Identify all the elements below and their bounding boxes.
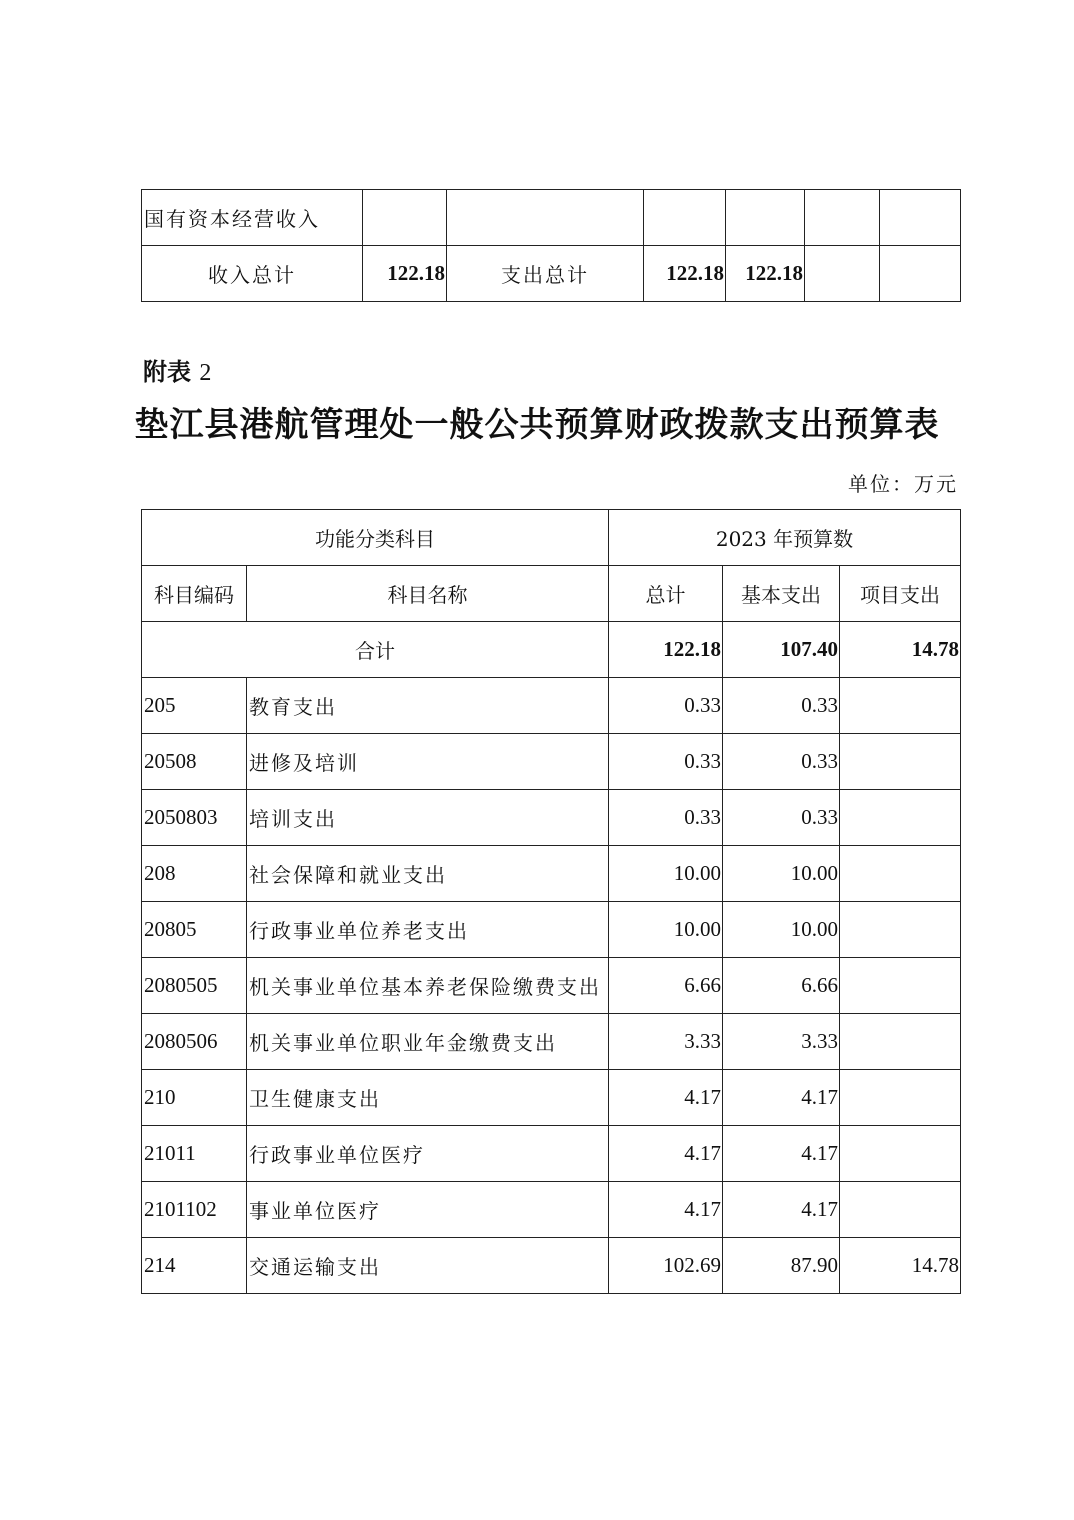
total-cell: 0.33	[609, 734, 723, 790]
total-cell: 10.00	[609, 902, 723, 958]
basic-cell: 10.00	[723, 902, 840, 958]
table-row	[142, 1182, 961, 1238]
table-row	[142, 958, 961, 1014]
subject-name-cell: 行政事业单位养老支出	[247, 902, 609, 958]
total-cell: 6.66	[609, 958, 723, 1014]
table-row	[142, 1014, 961, 1070]
sum-project: 14.78	[840, 622, 961, 678]
subject-name-cell: 社会保障和就业支出	[247, 846, 609, 902]
project-cell	[840, 958, 961, 1014]
subject-code-cell: 20508	[142, 734, 247, 790]
table-row	[142, 1070, 961, 1126]
total-header: 总计	[609, 566, 723, 622]
project-cell	[840, 1182, 961, 1238]
basic-cell: 87.90	[723, 1238, 840, 1294]
code-header: 科目编码	[142, 566, 247, 622]
basic-cell: 0.33	[723, 734, 840, 790]
attachment-number: 2	[199, 360, 212, 386]
table-row	[142, 246, 961, 302]
subject-name-cell: 卫生健康支出	[247, 1070, 609, 1126]
table-row	[142, 846, 961, 902]
project-cell	[840, 790, 961, 846]
basic-cell: 4.17	[723, 1182, 840, 1238]
total-value	[644, 190, 726, 246]
category-header: 功能分类科目	[142, 510, 609, 566]
income-value	[363, 190, 447, 246]
empty-cell	[880, 190, 961, 246]
subject-name-cell: 事业单位医疗	[247, 1182, 609, 1238]
subject-code-cell: 205	[142, 678, 247, 734]
project-cell	[840, 902, 961, 958]
subject-code-cell: 2080506	[142, 1014, 247, 1070]
subject-code-cell: 2101102	[142, 1182, 247, 1238]
basic-cell: 0.33	[723, 678, 840, 734]
name-header: 科目名称	[247, 566, 609, 622]
subject-name-cell: 进修及培训	[247, 734, 609, 790]
basic-header: 基本支出	[723, 566, 840, 622]
empty-cell	[880, 246, 961, 302]
table-body	[142, 678, 961, 1294]
total-cell: 0.33	[609, 678, 723, 734]
unit-label: 单位：万元	[848, 472, 958, 496]
project-cell	[840, 678, 961, 734]
total-cell: 4.17	[609, 1126, 723, 1182]
basic-cell: 4.17	[723, 1126, 840, 1182]
expense-label	[447, 190, 644, 246]
header-row	[142, 510, 961, 566]
total-cell: 3.33	[609, 1014, 723, 1070]
project-cell	[840, 1070, 961, 1126]
basic-value	[726, 190, 805, 246]
project-cell	[840, 734, 961, 790]
subject-name-cell: 机关事业单位职业年金缴费支出	[247, 1014, 609, 1070]
basic-cell: 3.33	[723, 1014, 840, 1070]
table-row	[142, 1126, 961, 1182]
table-row	[142, 678, 961, 734]
basic-cell: 6.66	[723, 958, 840, 1014]
table-row	[142, 902, 961, 958]
table-row	[142, 790, 961, 846]
table-row	[142, 734, 961, 790]
attachment-label	[143, 352, 211, 387]
project-cell	[840, 846, 961, 902]
subject-name-cell: 教育支出	[247, 678, 609, 734]
subject-code-cell: 210	[142, 1070, 247, 1126]
total-cell: 0.33	[609, 790, 723, 846]
basic-cell: 10.00	[723, 846, 840, 902]
subject-code-cell: 2080505	[142, 958, 247, 1014]
income-expense-summary-table	[141, 189, 961, 302]
sum-basic: 107.40	[723, 622, 840, 678]
total-cell: 102.69	[609, 1238, 723, 1294]
empty-cell	[805, 190, 880, 246]
basic-cell: 4.17	[723, 1070, 840, 1126]
page-title: 垫江县港航管理处一般公共预算财政拨款支出预算表	[134, 405, 940, 445]
subject-code-cell: 20805	[142, 902, 247, 958]
subject-name-cell: 机关事业单位基本养老保险缴费支出	[247, 958, 609, 1014]
expense-total-value: 122.18	[644, 246, 726, 302]
project-header: 项目支出	[840, 566, 961, 622]
row-label: 国有资本经营收入	[142, 190, 363, 246]
subject-code-cell: 214	[142, 1238, 247, 1294]
total-cell: 4.17	[609, 1182, 723, 1238]
project-cell: 14.78	[840, 1238, 961, 1294]
sum-label: 合计	[142, 622, 609, 678]
income-total-value: 122.18	[363, 246, 447, 302]
budget-year-header: 2023 年预算数	[609, 510, 961, 566]
sum-total: 122.18	[609, 622, 723, 678]
subject-code-cell: 208	[142, 846, 247, 902]
subject-code-cell: 2050803	[142, 790, 247, 846]
empty-cell	[805, 246, 880, 302]
total-cell: 4.17	[609, 1070, 723, 1126]
subject-name-cell: 培训支出	[247, 790, 609, 846]
expense-total-label: 支出总计	[447, 246, 644, 302]
sum-row	[142, 622, 961, 678]
subject-name-cell: 交通运输支出	[247, 1238, 609, 1294]
total-cell: 10.00	[609, 846, 723, 902]
income-total-label: 收入总计	[142, 246, 363, 302]
table-row	[142, 1238, 961, 1294]
header-row	[142, 566, 961, 622]
subject-code-cell: 21011	[142, 1126, 247, 1182]
basic-cell: 0.33	[723, 790, 840, 846]
subject-name-cell: 行政事业单位医疗	[247, 1126, 609, 1182]
basic-total-value: 122.18	[726, 246, 805, 302]
project-cell	[840, 1014, 961, 1070]
table-row	[142, 190, 961, 246]
project-cell	[840, 1126, 961, 1182]
attachment-label-text: 附表	[143, 357, 191, 386]
budget-expenditure-table	[141, 509, 961, 1294]
